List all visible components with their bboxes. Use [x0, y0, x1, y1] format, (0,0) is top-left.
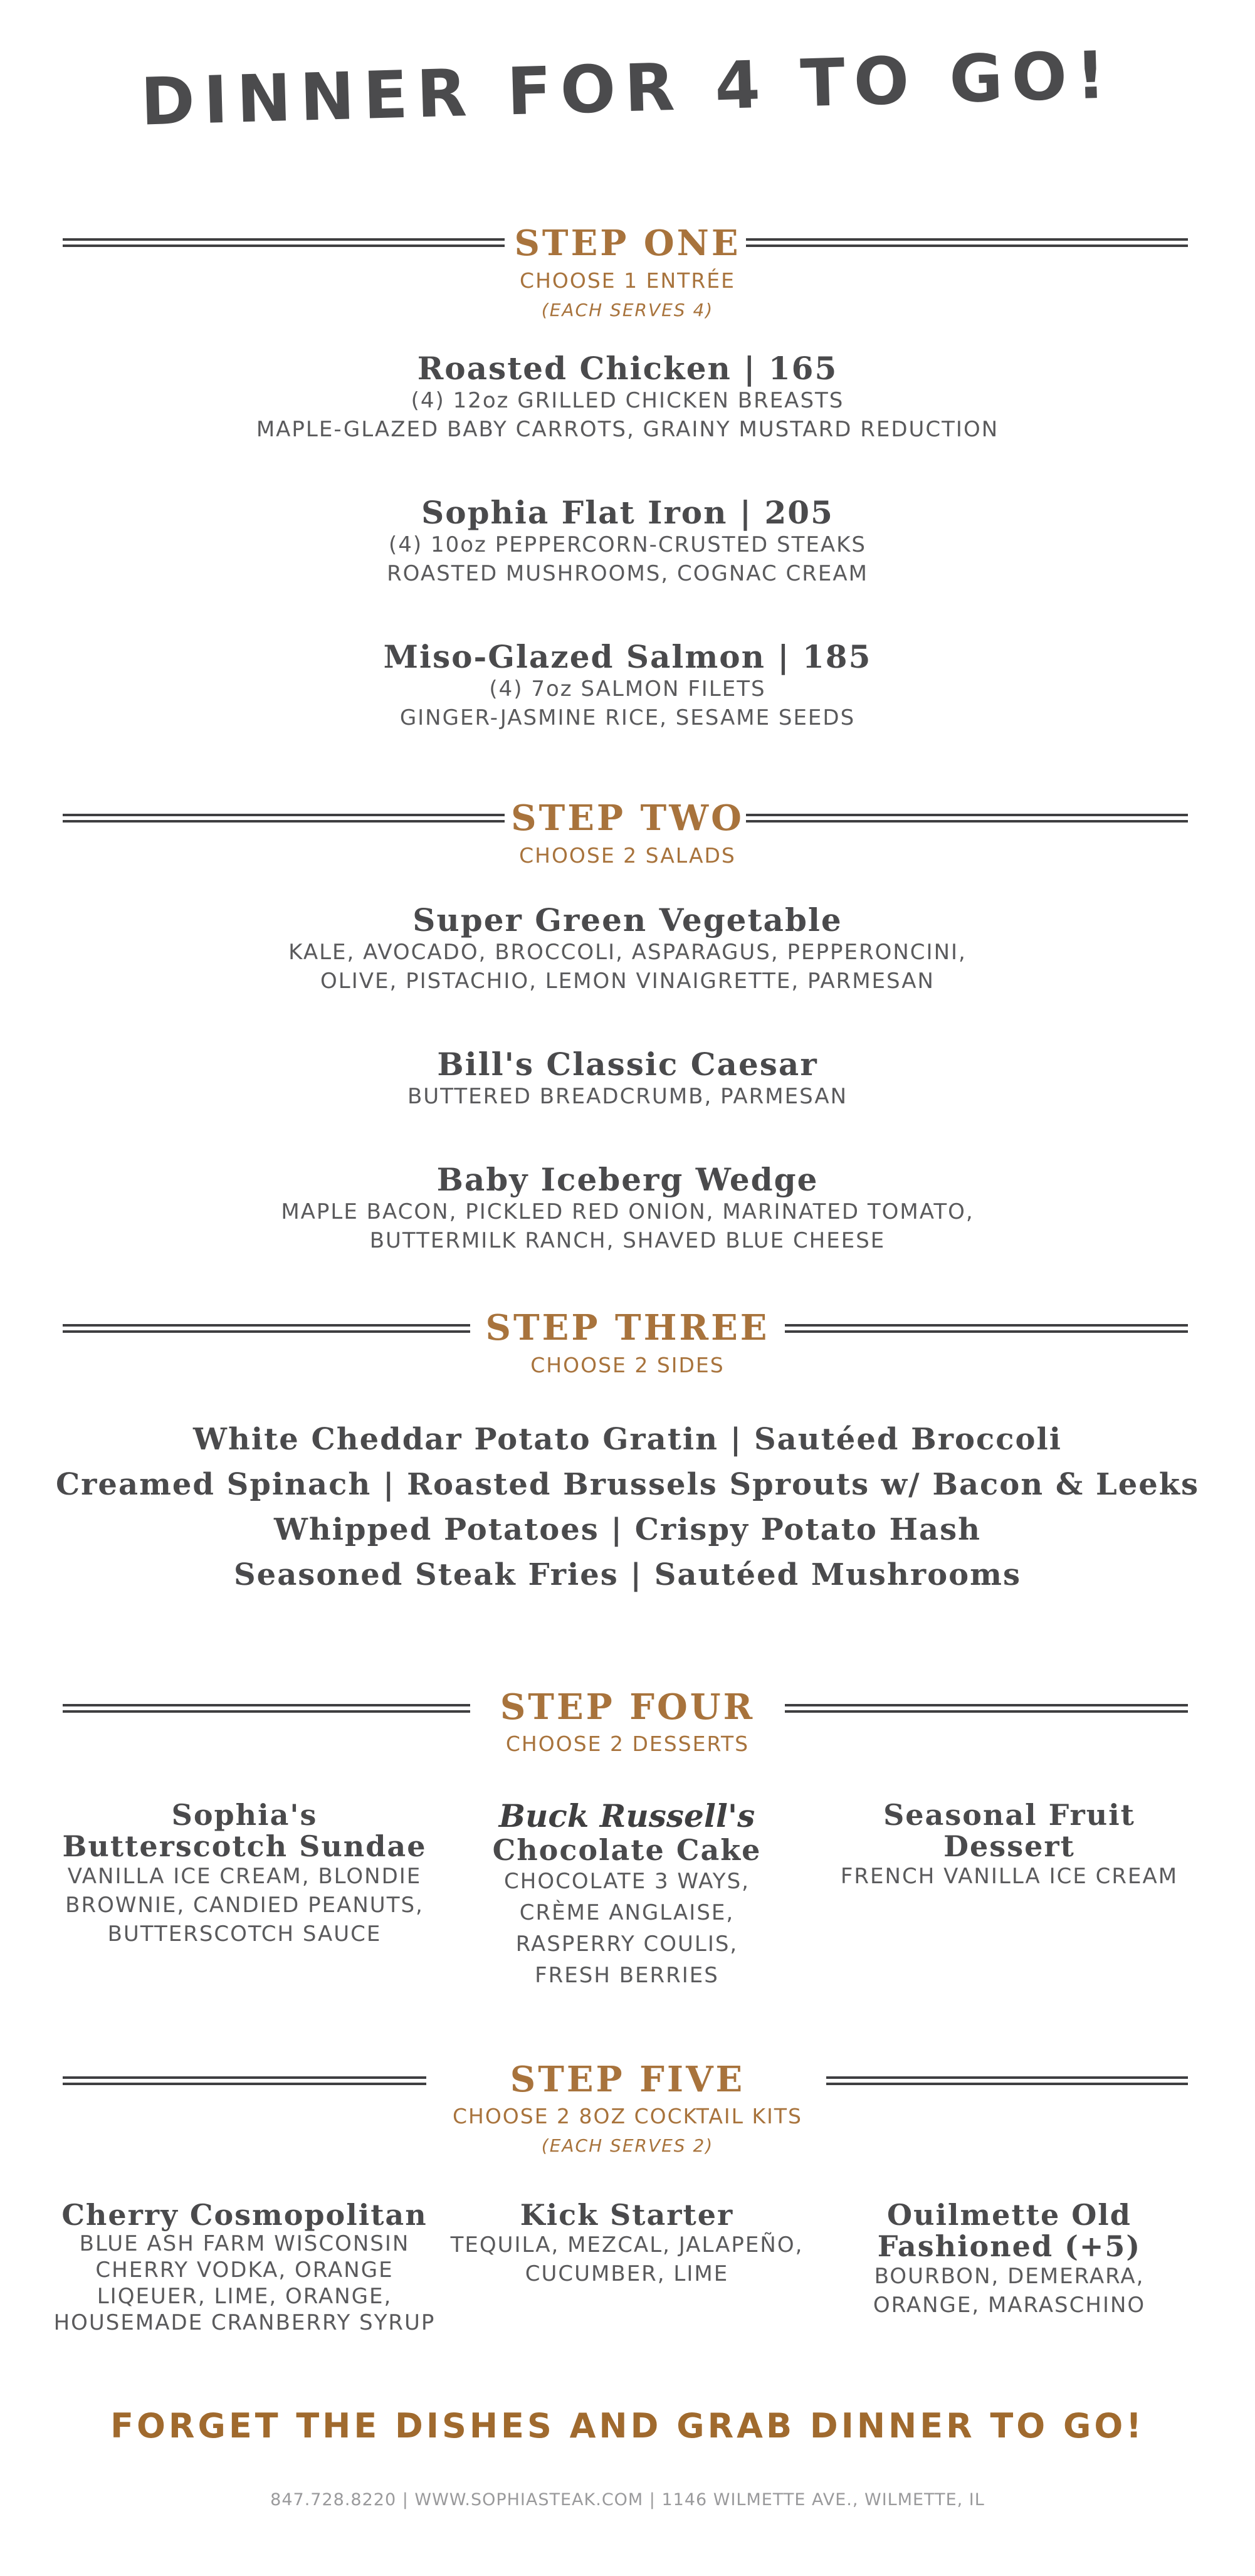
cocktail-description: CUCUMBER, LIME [525, 2261, 729, 2286]
step-one-title: STEP ONE [514, 223, 741, 264]
dessert-description: CHOCOLATE 3 WAYS, [504, 1869, 750, 1894]
entree-name: Miso-Glazed Salmon | 185 [383, 638, 872, 675]
dessert-item [439, 1798, 815, 1991]
cocktail-name: Fashioned (+5) [877, 2229, 1142, 2263]
step-five-title: STEP FIVE [510, 2059, 745, 2100]
salad-name: Super Green Vegetable [412, 902, 843, 938]
cocktail-description: BOURBON, DEMERARA, [874, 2264, 1145, 2289]
dessert-description: FRESH BERRIES [535, 1963, 719, 1988]
salad-name: Baby Iceberg Wedge [436, 1161, 819, 1198]
cocktail-name: Cherry Cosmopolitan [61, 2198, 428, 2232]
step-two-title: STEP TWO [511, 797, 744, 839]
salad-description: OLIVE, PISTACHIO, LEMON VINAIGRETTE, PARMESAN [320, 969, 935, 994]
salad-description: BUTTERED BREADCRUMB, PARMESAN [407, 1084, 848, 1109]
entree-description: (4) 10oz PEPPERCORN-CRUSTED STEAKS [389, 532, 866, 557]
cocktail-description: BLUE ASH FARM WISCONSIN [79, 2231, 410, 2256]
cocktail-description: HOUSEMADE CRANBERRY SYRUP [53, 2310, 436, 2335]
step-four-title: STEP FOUR [500, 1686, 755, 1728]
page-title: DINNER FOR 4 TO GO! [139, 36, 1116, 140]
salad-name: Bill's Classic Caesar [437, 1046, 818, 1083]
step-four-subtitle: CHOOSE 2 DESSERTS [505, 1732, 750, 1756]
cocktail-description: ORANGE, MARASCHINO [873, 2293, 1146, 2318]
dessert-name: Sophia's [171, 1798, 318, 1832]
entree-description: (4) 12oz GRILLED CHICKEN BREASTS [411, 388, 844, 413]
dessert-name: Seasonal Fruit [883, 1798, 1135, 1832]
dessert-name: Chocolate Cake [492, 1833, 762, 1867]
dessert-description: FRENCH VANILLA ICE CREAM [840, 1864, 1179, 1889]
entree-name: Sophia Flat Iron | 205 [421, 494, 834, 531]
cocktail-name: Kick Starter [520, 2198, 734, 2232]
step-three-title: STEP THREE [485, 1307, 770, 1348]
cocktail-description: TEQUILA, MEZCAL, JALAPEÑO, [450, 2232, 804, 2258]
dessert-description: VANILLA ICE CREAM, BLONDIE [67, 1864, 422, 1889]
footer-tagline: FORGET THE DISHES AND GRAB DINNER TO GO! [110, 2406, 1145, 2446]
step-five-subtitle: CHOOSE 2 8OZ COCKTAIL KITS [452, 2104, 803, 2128]
dessert-name: Butterscotch Sundae [62, 1829, 427, 1863]
salad-description: BUTTERMILK RANCH, SHAVED BLUE CHEESE [369, 1228, 886, 1253]
dessert-item [50, 1799, 439, 1948]
dessert-description: CRÈME ANGLAISE, [519, 1900, 735, 1925]
dessert-description: RASPERRY COULIS, [515, 1932, 738, 1957]
side-options-line: Seasoned Steak Fries | Sautéed Mushrooms [234, 1557, 1021, 1592]
cocktail-description: CHERRY VODKA, ORANGE [95, 2258, 394, 2283]
salad-description: KALE, AVOCADO, BROCCOLI, ASPARAGUS, PEPPERONCINI, [288, 940, 967, 965]
step-five-note: (EACH SERVES 2) [541, 2135, 714, 2156]
side-options-line: Creamed Spinach | Roasted Brussels Sprouts w/ Bacon & Leeks [55, 1467, 1200, 1502]
entree-description: MAPLE-GLAZED BABY CARROTS, GRAINY MUSTARD REDUCTION [256, 417, 999, 442]
cocktail-description: LIQEUER, LIME, ORANGE, [97, 2284, 392, 2309]
footer-contact: 847.728.8220 | WWW.SOPHIASTEAK.COM | 1146 WILMETTE AVE., WILMETTE, IL [270, 2490, 985, 2510]
cocktail-item [445, 2199, 809, 2288]
entree-description: ROASTED MUSHROOMS, COGNAC CREAM [387, 561, 868, 586]
dessert-item [815, 1799, 1204, 1891]
entree-name: Roasted Chicken | 165 [417, 350, 838, 387]
cocktail-item [44, 2199, 445, 2336]
entree-description: (4) 7oz SALMON FILETS [489, 676, 766, 702]
entree-description: GINGER-JASMINE RICE, SESAME SEEDS [399, 705, 856, 730]
step-three-subtitle: CHOOSE 2 SIDES [530, 1353, 725, 1377]
dessert-description: BUTTERSCOTCH SAUCE [107, 1921, 382, 1947]
cocktail-name: Ouilmette Old [887, 2198, 1132, 2232]
dessert-name: Dessert [943, 1829, 1075, 1863]
side-options-line: Whipped Potatoes | Crispy Potato Hash [274, 1512, 981, 1547]
step-two-subtitle: CHOOSE 2 SALADS [519, 843, 736, 868]
side-options-line: White Cheddar Potato Gratin | Sautéed Broccoli [193, 1422, 1062, 1457]
step-one-subtitle: CHOOSE 1 ENTRÉE [520, 268, 735, 293]
cocktail-item [815, 2199, 1204, 2320]
dessert-script-name: Buck Russell's [498, 1797, 755, 1834]
step-one-note: (EACH SERVES 4) [541, 300, 714, 320]
salad-description: MAPLE BACON, PICKLED RED ONION, MARINATED TOMATO, [281, 1199, 974, 1224]
dessert-description: BROWNIE, CANDIED PEANUTS, [65, 1893, 424, 1918]
